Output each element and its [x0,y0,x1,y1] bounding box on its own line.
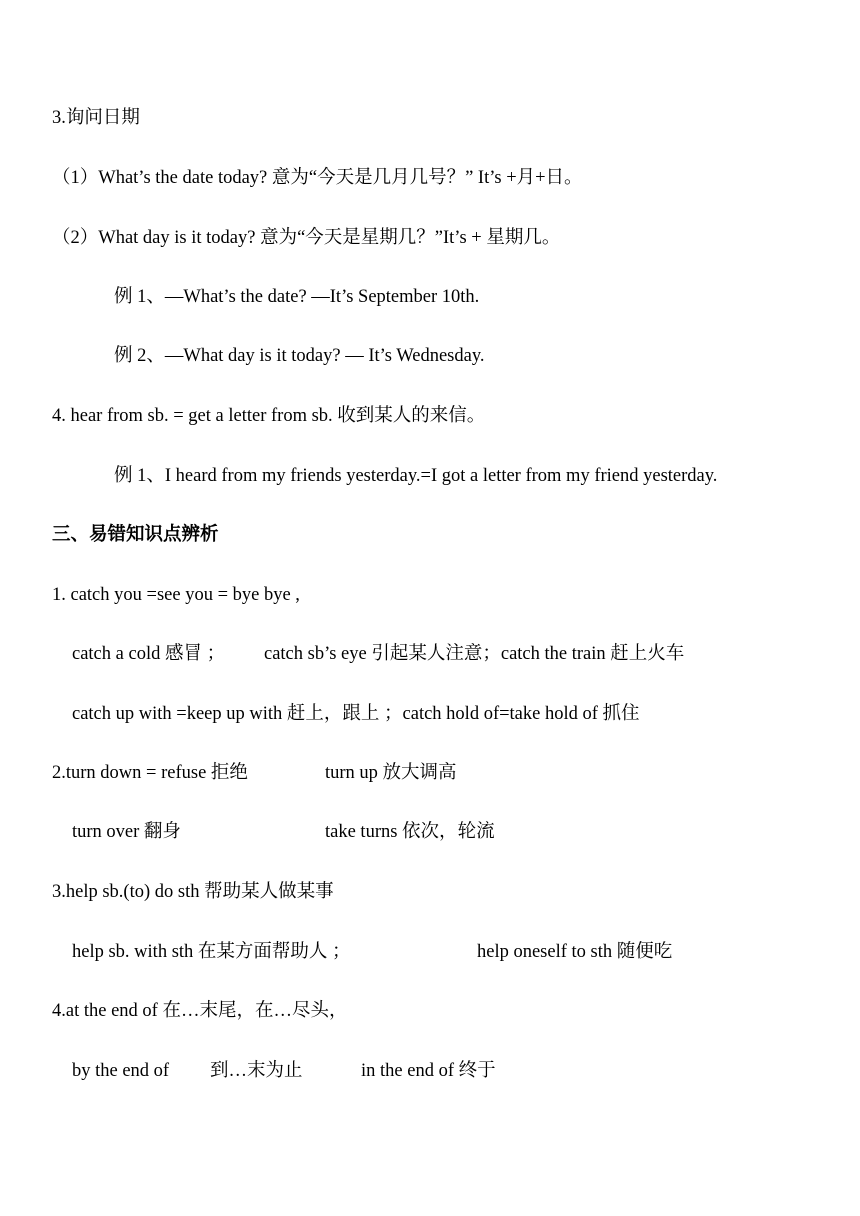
section-heading-confusable-points: 三、易错知识点辨析 [52,525,219,545]
section-4-title: 4. hear from sb. = get a letter from sb. 收到某人的来信。 [52,406,486,426]
point-2-turn-over: turn over 翻身 [72,822,181,842]
point-4-in-the-end-of: in the end of 终于 [361,1061,496,1081]
section-3-example-2: 例 2、—What day is it today? — It’s Wednesday. [114,346,485,366]
point-4-title: 4.at the end of 在…末尾，在…尽头， [52,1001,348,1021]
section-3-example-1: 例 1、—What’s the date? —It’s September 10th. [114,287,480,307]
section-4-example-1: 例 1、I heard from my friends yesterday.=I got a letter from my friend yesterday. [114,466,718,486]
section-3-title: 3.询问日期 [52,108,140,128]
point-1-catch-a-cold: catch a cold 感冒 ； [72,644,226,664]
section-3-item-1: （1）What’s the date today? 意为“今天是几月几号？” It’s +月+日。 [52,168,583,188]
point-2-take-turns: take turns 依次，轮流 [325,822,495,842]
point-1-catch-up-hold: catch up with =keep up with 赶上，跟上 ；catch hold of=take hold of 抓住 [72,704,640,724]
point-3-title: 3.help sb.(to) do sth 帮助某人做某事 [52,882,334,902]
point-1-title: 1. catch you =see you = bye bye , [52,585,300,605]
section-3-item-2: （2）What day is it today? 意为“今天是星期几？”It’s + 星期几。 [52,228,561,248]
point-4-by-the-end-meaning: 到…末为止 [210,1061,303,1081]
point-4-by-the-end-of: by the end of [72,1061,170,1081]
point-2-turn-up: turn up 放大调高 [325,763,457,783]
point-1-catch-eye-train: catch sb’s eye 引起某人注意；catch the train 赶上火车 [264,644,685,664]
point-3-help-with: help sb. with sth 在某方面帮助人 ； [72,942,351,962]
point-2-turn-down: 2.turn down = refuse 拒绝 [52,763,248,783]
point-3-help-oneself: help oneself to sth 随便吃 [477,942,673,962]
